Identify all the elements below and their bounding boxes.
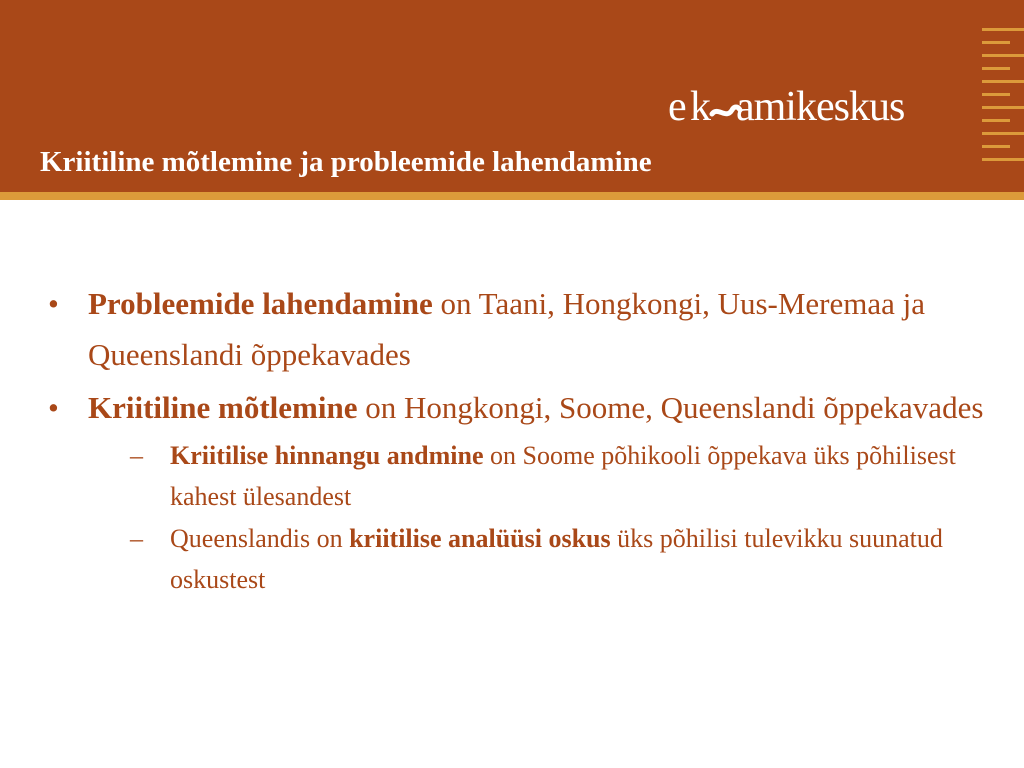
slide-content <box>40 278 990 601</box>
bullet-text: on Taani, Hongkongi, Uus-Meremaa ja Queenslandi õppekavades <box>88 286 926 372</box>
svg-text:e: e <box>668 84 686 130</box>
bullet-bold-text: Kriitiline mõtlemine <box>88 390 358 425</box>
sub-bullet-text: üks põhilisi tulevikku suunatud oskustest <box>170 524 943 594</box>
slide-title: Kriitiline mõtlemine ja probleemide lahendamine <box>40 146 652 178</box>
bullet-bold-text: Probleemide lahendamine <box>88 286 433 321</box>
sub-bullet-item <box>130 518 990 600</box>
bullet-marker: • <box>48 390 59 425</box>
dash-marker: – <box>130 441 143 470</box>
sub-bullet-text: on Soome põhikooli õppekava üks põhilisest kahest ülesandest <box>170 441 956 511</box>
svg-text:k: k <box>690 84 710 130</box>
eksamikeskus-logo-graphic <box>668 84 968 130</box>
decorative-stripes <box>982 28 1024 168</box>
sub-bullet-item <box>130 435 990 517</box>
sub-bullet-bold-text: kriitilise analüüsi oskus <box>349 524 611 553</box>
sub-bullet-bold-text: Kriitilise hinnangu andmine <box>170 441 484 470</box>
bullet-marker: • <box>48 286 59 321</box>
dash-marker: – <box>130 524 143 553</box>
sub-bullet-pre-text: Queenslandis on <box>170 524 350 553</box>
bullet-text: on Hongkongi, Soome, Queenslandi õppekavades <box>357 390 984 425</box>
header-accent-line <box>0 192 1024 200</box>
bullet-item <box>40 382 990 433</box>
bullet-item <box>40 278 990 380</box>
svg-text:amikeskus: amikeskus <box>736 84 905 130</box>
